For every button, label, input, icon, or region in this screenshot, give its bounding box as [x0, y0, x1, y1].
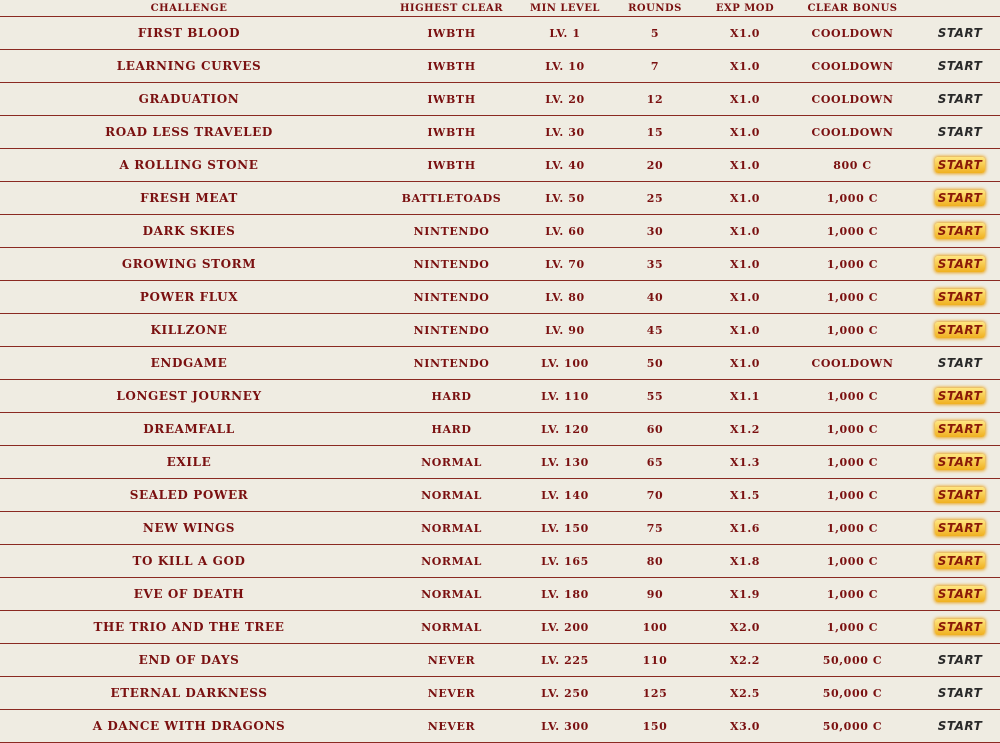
clear-bonus: COOLDOWN	[811, 92, 894, 106]
highest-clear: NEVER	[427, 719, 476, 733]
highest-clear: IWBTH	[427, 125, 476, 139]
min-level: LV. 165	[541, 554, 589, 568]
highest-clear: NORMAL	[421, 521, 482, 535]
exp-mod: X1.0	[729, 26, 761, 40]
min-level: LV. 200	[541, 620, 589, 634]
table-row	[0, 479, 1000, 512]
header-rounds: ROUNDS	[628, 2, 682, 14]
start-cell	[920, 190, 1000, 206]
exp-mod: X2.2	[729, 653, 761, 667]
start-button[interactable]: START	[937, 92, 983, 106]
challenge-name: EXILE	[166, 455, 212, 469]
highest-clear: NORMAL	[421, 554, 482, 568]
start-button[interactable]: START	[935, 322, 986, 338]
challenge-name: ENDGAME	[150, 356, 228, 370]
highest-clear: BATTLETOADS	[401, 191, 502, 205]
clear-bonus: 50,000 C	[822, 653, 883, 667]
start-button[interactable]: START	[935, 487, 986, 503]
clear-bonus: 1,000 C	[826, 488, 879, 502]
start-cell	[920, 91, 1000, 107]
min-level: LV. 250	[541, 686, 589, 700]
rounds: 75	[646, 521, 664, 535]
exp-mod: X1.9	[729, 587, 761, 601]
rounds: 25	[646, 191, 664, 205]
start-button[interactable]: START	[935, 421, 986, 437]
min-level: LV. 140	[541, 488, 589, 502]
clear-bonus: 1,000 C	[826, 389, 879, 403]
challenge-name: LONGEST JOURNEY	[116, 389, 262, 403]
exp-mod: X1.0	[729, 257, 761, 271]
highest-clear: HARD	[431, 422, 472, 436]
table-row	[0, 281, 1000, 314]
rounds: 60	[646, 422, 664, 436]
rounds: 70	[646, 488, 664, 502]
table-row	[0, 50, 1000, 83]
exp-mod: X1.3	[729, 455, 761, 469]
start-cell	[920, 454, 1000, 470]
start-button[interactable]: START	[935, 289, 986, 305]
clear-bonus: 1,000 C	[826, 620, 879, 634]
highest-clear: IWBTH	[427, 26, 476, 40]
min-level: LV. 180	[541, 587, 589, 601]
challenge-name: END OF DAYS	[138, 653, 240, 667]
table-row	[0, 545, 1000, 578]
start-button[interactable]: START	[935, 454, 986, 470]
start-button[interactable]: START	[935, 553, 986, 569]
clear-bonus: 50,000 C	[822, 686, 883, 700]
min-level: LV. 10	[545, 59, 585, 73]
exp-mod: X1.0	[729, 59, 761, 73]
start-button[interactable]: START	[935, 586, 986, 602]
table-row	[0, 116, 1000, 149]
start-cell	[920, 685, 1000, 701]
header-challenge: CHALLENGE	[150, 2, 228, 14]
start-button[interactable]: START	[937, 125, 983, 139]
rounds: 12	[646, 92, 664, 106]
challenge-name: FRESH MEAT	[140, 191, 238, 205]
rounds: 7	[650, 59, 660, 73]
challenge-name: GRADUATION	[138, 92, 240, 106]
table-row	[0, 248, 1000, 281]
exp-mod: X1.5	[729, 488, 761, 502]
rounds: 90	[646, 587, 664, 601]
highest-clear: NINTENDO	[413, 323, 490, 337]
highest-clear: NEVER	[427, 686, 476, 700]
table-row	[0, 17, 1000, 50]
rounds: 100	[642, 620, 668, 634]
start-button[interactable]: START	[935, 520, 986, 536]
exp-mod: X1.0	[729, 191, 761, 205]
exp-mod: X1.0	[729, 158, 761, 172]
clear-bonus: 1,000 C	[826, 191, 879, 205]
start-cell	[920, 289, 1000, 305]
rounds: 150	[642, 719, 668, 733]
start-cell	[920, 619, 1000, 635]
table-row	[0, 512, 1000, 545]
highest-clear: NORMAL	[421, 488, 482, 502]
table-row	[0, 347, 1000, 380]
exp-mod: X1.0	[729, 92, 761, 106]
start-button[interactable]: START	[935, 190, 986, 206]
rounds: 35	[646, 257, 664, 271]
highest-clear: NINTENDO	[413, 290, 490, 304]
min-level: LV. 30	[545, 125, 585, 139]
table-row	[0, 215, 1000, 248]
clear-bonus: 1,000 C	[826, 422, 879, 436]
challenge-name: EVE OF DEATH	[133, 587, 245, 601]
min-level: LV. 225	[541, 653, 589, 667]
min-level: LV. 70	[545, 257, 585, 271]
min-level: LV. 130	[541, 455, 589, 469]
exp-mod: X1.0	[729, 290, 761, 304]
start-button[interactable]: START	[935, 619, 986, 635]
challenge-name: GROWING STORM	[121, 257, 257, 271]
start-cell	[920, 652, 1000, 668]
exp-mod: X1.6	[729, 521, 761, 535]
min-level: LV. 60	[545, 224, 585, 238]
start-button[interactable]: START	[935, 256, 986, 272]
highest-clear: IWBTH	[427, 158, 476, 172]
start-cell	[920, 520, 1000, 536]
highest-clear: NORMAL	[421, 455, 482, 469]
clear-bonus: 1,000 C	[826, 521, 879, 535]
min-level: LV. 300	[541, 719, 589, 733]
start-cell	[920, 355, 1000, 371]
table-row	[0, 644, 1000, 677]
clear-bonus: COOLDOWN	[811, 356, 894, 370]
header-highest-clear: HIGHEST CLEAR	[399, 2, 504, 14]
rounds: 15	[646, 125, 664, 139]
challenge-name: FIRST BLOOD	[137, 26, 241, 40]
clear-bonus: 1,000 C	[826, 554, 879, 568]
challenge-name: TO KILL A GOD	[132, 554, 246, 568]
rounds: 30	[646, 224, 664, 238]
start-button[interactable]: START	[937, 356, 983, 370]
highest-clear: IWBTH	[427, 92, 476, 106]
highest-clear: NINTENDO	[413, 224, 490, 238]
start-cell	[920, 718, 1000, 734]
header-clear-bonus: CLEAR BONUS	[807, 2, 898, 14]
clear-bonus: 1,000 C	[826, 455, 879, 469]
challenge-name: KILLZONE	[150, 323, 228, 337]
table-row	[0, 710, 1000, 743]
challenge-name: NEW WINGS	[142, 521, 236, 535]
challenge-name: ETERNAL DARKNESS	[110, 686, 268, 700]
exp-mod: X1.0	[729, 356, 761, 370]
clear-bonus: 1,000 C	[826, 257, 879, 271]
rounds: 45	[646, 323, 664, 337]
table-row	[0, 149, 1000, 182]
min-level: LV. 120	[541, 422, 589, 436]
table-row	[0, 182, 1000, 215]
table-row	[0, 413, 1000, 446]
start-cell	[920, 124, 1000, 140]
start-button[interactable]: START	[937, 719, 983, 733]
start-cell	[920, 256, 1000, 272]
challenge-name: DARK SKIES	[142, 224, 236, 238]
exp-mod: X1.0	[729, 323, 761, 337]
table-row	[0, 314, 1000, 347]
rounds: 50	[646, 356, 664, 370]
start-cell	[920, 157, 1000, 173]
start-cell	[920, 421, 1000, 437]
clear-bonus: 50,000 C	[822, 719, 883, 733]
rounds: 5	[650, 26, 660, 40]
highest-clear: NORMAL	[421, 587, 482, 601]
table-row	[0, 83, 1000, 116]
min-level: LV. 40	[545, 158, 585, 172]
exp-mod: X3.0	[729, 719, 761, 733]
highest-clear: IWBTH	[427, 59, 476, 73]
start-cell	[920, 223, 1000, 239]
exp-mod: X2.0	[729, 620, 761, 634]
start-button[interactable]: START	[937, 26, 983, 40]
table-row	[0, 611, 1000, 644]
highest-clear: NEVER	[427, 653, 476, 667]
highest-clear: NINTENDO	[413, 257, 490, 271]
start-button[interactable]: START	[937, 653, 983, 667]
challenge-name: THE TRIO AND THE TREE	[93, 620, 285, 634]
min-level: LV. 20	[545, 92, 585, 106]
clear-bonus: COOLDOWN	[811, 125, 894, 139]
rounds: 20	[646, 158, 664, 172]
start-cell	[920, 25, 1000, 41]
challenge-name: SEALED POWER	[129, 488, 249, 502]
start-cell	[920, 388, 1000, 404]
clear-bonus: COOLDOWN	[811, 59, 894, 73]
clear-bonus: 1,000 C	[826, 587, 879, 601]
clear-bonus: 800 C	[833, 158, 872, 172]
start-cell	[920, 322, 1000, 338]
rounds: 125	[642, 686, 668, 700]
table-row	[0, 677, 1000, 710]
highest-clear: HARD	[431, 389, 472, 403]
rounds: 55	[646, 389, 664, 403]
min-level: LV. 50	[545, 191, 585, 205]
start-cell	[920, 586, 1000, 602]
min-level: LV. 80	[545, 290, 585, 304]
table-header	[0, 0, 1000, 17]
rounds: 65	[646, 455, 664, 469]
exp-mod: X1.8	[729, 554, 761, 568]
challenge-name: A ROLLING STONE	[119, 158, 259, 172]
min-level: LV. 90	[545, 323, 585, 337]
rounds: 80	[646, 554, 664, 568]
rounds: 40	[646, 290, 664, 304]
challenge-name: LEARNING CURVES	[116, 59, 262, 73]
highest-clear: NORMAL	[421, 620, 482, 634]
start-button[interactable]: START	[935, 223, 986, 239]
highest-clear: NINTENDO	[413, 356, 490, 370]
challenge-name: ROAD LESS TRAVELED	[105, 125, 273, 139]
clear-bonus: 1,000 C	[826, 224, 879, 238]
table-row	[0, 446, 1000, 479]
header-min-level: MIN LEVEL	[530, 2, 600, 14]
table-row	[0, 578, 1000, 611]
exp-mod: X1.2	[729, 422, 761, 436]
header-exp-mod: EXP MOD	[715, 2, 775, 14]
start-button[interactable]: START	[935, 388, 986, 404]
clear-bonus: 1,000 C	[826, 323, 879, 337]
exp-mod: X1.0	[729, 224, 761, 238]
start-button[interactable]: START	[937, 686, 983, 700]
min-level: LV. 100	[541, 356, 589, 370]
table-body	[0, 17, 1000, 743]
exp-mod: X2.5	[729, 686, 761, 700]
start-cell	[920, 487, 1000, 503]
start-button[interactable]: START	[935, 157, 986, 173]
table-row	[0, 380, 1000, 413]
min-level: LV. 110	[541, 389, 589, 403]
min-level: LV. 1	[549, 26, 581, 40]
start-button[interactable]: START	[937, 59, 983, 73]
min-level: LV. 150	[541, 521, 589, 535]
start-cell	[920, 553, 1000, 569]
start-cell	[920, 58, 1000, 74]
challenge-name: A DANCE WITH DRAGONS	[92, 719, 286, 733]
challenge-name: DREAMFALL	[143, 422, 235, 436]
rounds: 110	[642, 653, 668, 667]
challenge-name: POWER FLUX	[139, 290, 239, 304]
clear-bonus: 1,000 C	[826, 290, 879, 304]
clear-bonus: COOLDOWN	[811, 26, 894, 40]
exp-mod: X1.1	[729, 389, 761, 403]
exp-mod: X1.0	[729, 125, 761, 139]
